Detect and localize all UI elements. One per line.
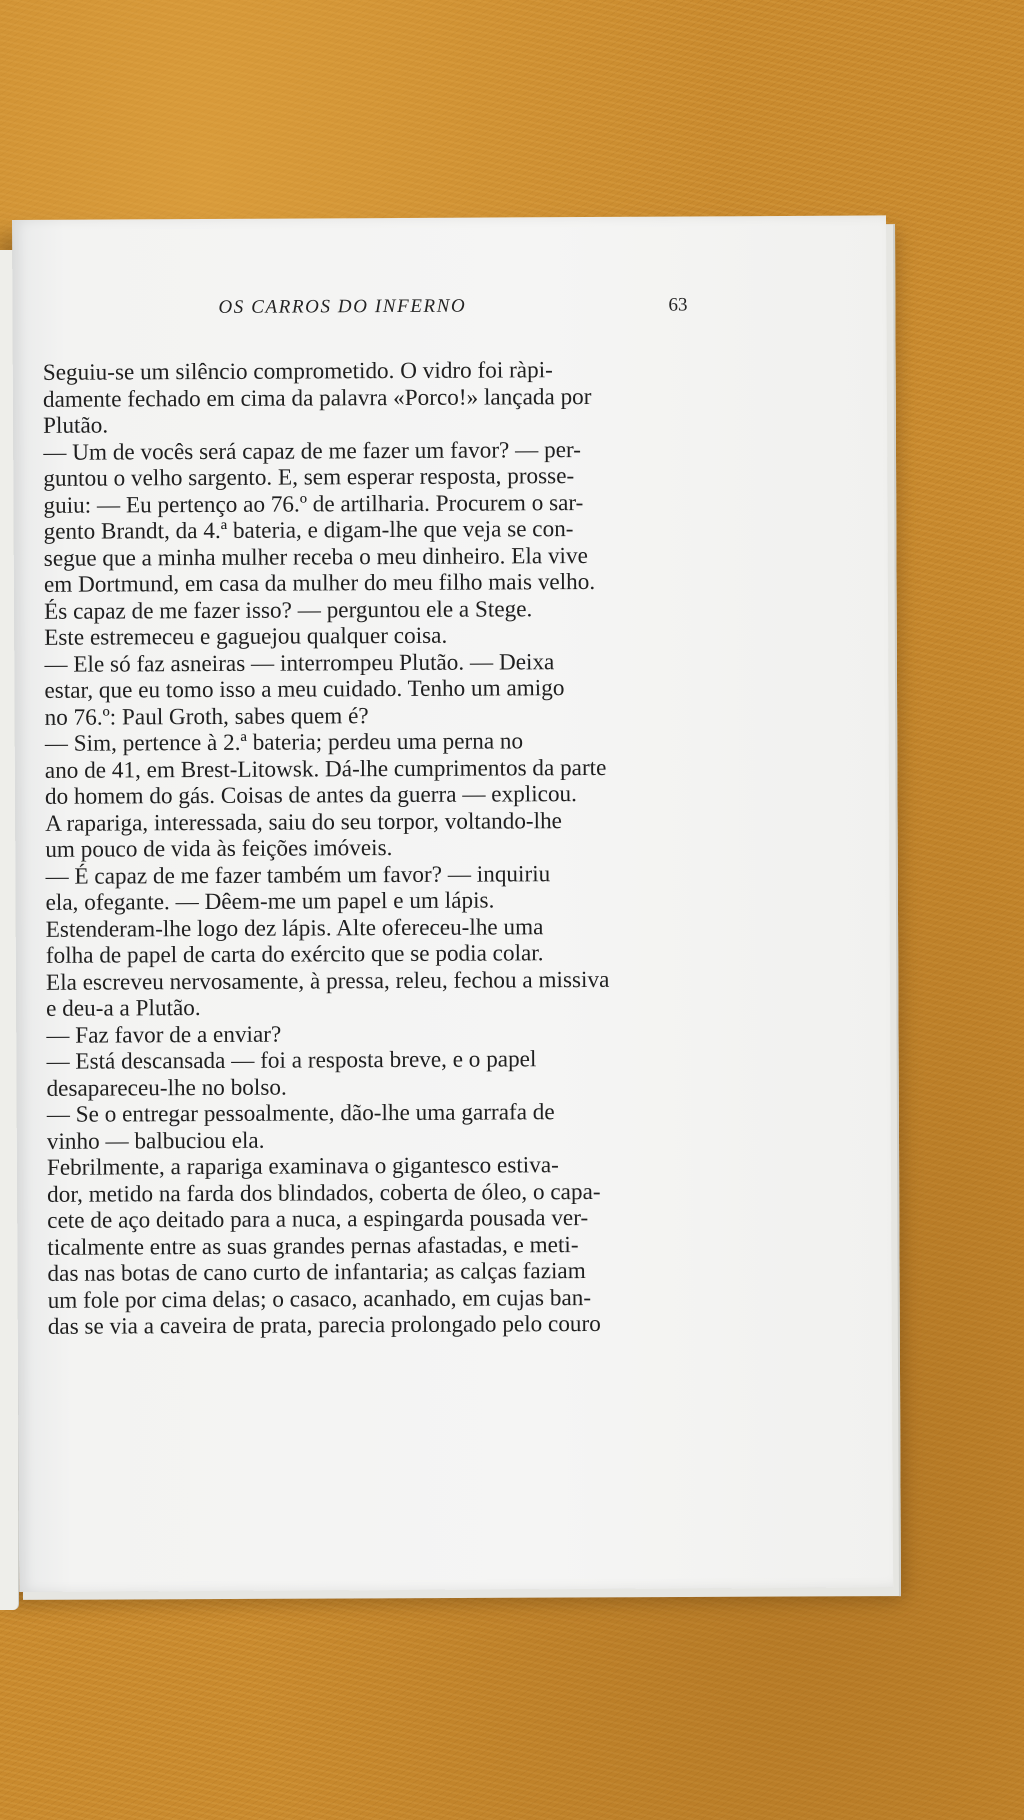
text-line: Este estremeceu e gaguejou qualquer coisa. — [44, 622, 448, 651]
text-line: Ela escreveu nervosamente, à pressa, releu, fechou a missiva — [45, 966, 610, 996]
running-head — [12, 293, 886, 328]
text-line: ano de 41, em Brest-Litowsk. Dá-lhe cumprimentos da parte — [44, 754, 607, 784]
text-line: damente fechado em cima da palavra «Porco!» lançada por — [42, 383, 592, 413]
text-line: ticalmente entre as suas grandes pernas afastadas, e meti- — [47, 1231, 579, 1261]
text-line: desapareceu-lhe no bolso. — [46, 1074, 287, 1102]
text-line: segue que a minha mulher receba o meu dinheiro. Ela vive — [43, 542, 588, 572]
page-number: 63 — [668, 294, 688, 316]
book-page — [12, 215, 893, 1592]
text-line: estar, que eu tomo isso a meu cuidado. Tenho um amigo — [44, 675, 565, 704]
text-line: em Dortmund, em casa da mulher do meu filho mais velho. — [43, 568, 596, 598]
text-line: — Um de vocês será capaz de me fazer um favor? — per- — [43, 436, 582, 466]
text-line: folha de papel de carta do exército que se podia colar. — [45, 940, 544, 969]
text-line: — Faz favor de a enviar? — [46, 1021, 282, 1049]
text-line: cete de aço deitado para a nuca, a espingarda pousada ver- — [47, 1204, 589, 1234]
text-line: — Sim, pertence à 2.ª bateria; perdeu uma perna no — [44, 728, 524, 757]
text-line: um pouco de vida às feições imóveis. — [45, 835, 393, 863]
text-line: do homem do gás. Coisas de antes da guerra — explicou. — [44, 781, 577, 810]
text-line: Plutão. — [43, 412, 109, 439]
text-line: ela, ofegante. — Dêem-me um papel e um lápis. — [45, 887, 495, 916]
text-line: Estenderam-lhe logo dez lápis. Alte ofereceu-lhe uma — [45, 913, 544, 943]
text-line: A rapariga, interessada, saiu do seu torpor, voltando-lhe — [45, 807, 563, 837]
text-line: no 76.º: Paul Groth, sabes quem é? — [44, 702, 369, 731]
text-line: um fole por cima delas; o casaco, acanhado, em cujas ban- — [47, 1284, 592, 1314]
text-line: guiu: — Eu pertenço ao 76.º de artilharia. Procurem o sar- — [43, 489, 584, 519]
text-line: das se via a caveira de prata, parecia prolongado pelo couro — [47, 1310, 601, 1340]
text-line: — É capaz de me fazer também um favor? — inquiriu — [45, 860, 551, 890]
text-line: — Se o entregar pessoalmente, dão-lhe uma garrafa de — [46, 1099, 555, 1128]
text-line: vinho — balbuciou ela. — [46, 1127, 265, 1155]
text-line: Febrilmente, a rapariga examinava o gigantesco estiva- — [46, 1152, 559, 1181]
text-line: e deu-a a Plutão. — [46, 995, 201, 1022]
text-line: Seguiu-se um silêncio comprometido. O vidro foi ràpi- — [42, 357, 553, 386]
text-line: gento Brandt, da 4.ª bateria, e digam-lhe que veja se con- — [43, 516, 574, 545]
body-text — [43, 356, 718, 1340]
running-title: OS CARROS DO INFERNO — [218, 295, 467, 318]
text-line: das nas botas de cano curto de infantaria; as calças faziam — [47, 1258, 586, 1287]
text-line: — Está descansada — foi a resposta breve, e o papel — [46, 1046, 537, 1075]
text-line: dor, metido na farda dos blindados, coberta de óleo, o capa- — [47, 1178, 601, 1208]
text-line: guntou o velho sargento. E, sem esperar resposta, prosse- — [43, 463, 575, 492]
text-line: — Ele só faz asneiras — interrompeu Plutão. — Deixa — [44, 648, 555, 678]
text-line: És capaz de me fazer isso? — perguntou ele a Stege. — [43, 595, 533, 625]
